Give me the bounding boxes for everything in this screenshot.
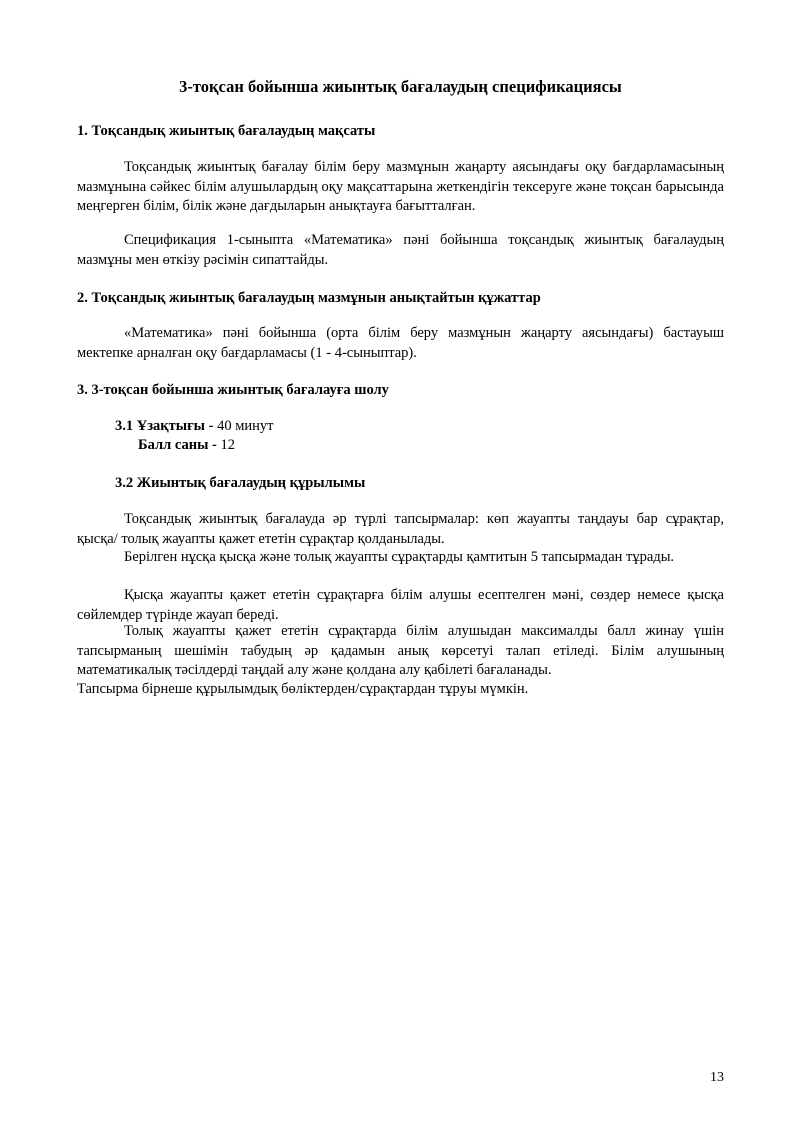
section-1-heading: 1. Тоқсандық жиынтық бағалаудың мақсаты (77, 123, 376, 139)
duration-line (115, 417, 274, 435)
document-page (77, 0, 724, 1131)
duration-value: 40 минут (217, 418, 274, 434)
score-value: 12 (220, 437, 235, 453)
section-3-paragraph-4: Толық жауапты қажет ететін сұрақтарда білім алушыдан максималды балл жинау үшін тапсырманың шешімін табудың әр қадамын анық көрсетуі талап етіледі. Білім алушының математикалық тәсілдерді таңдай алу және қолдана алу қабілеті бағаланады. (77, 623, 724, 678)
section-2-paragraph-1: «Математика» пәні бойынша (орта білім беру мазмұнын жаңарту аясындағы) бастауыш мектепке арналған оқу бағдарламасы (1 - 4-сыныптар). (77, 325, 724, 361)
section-3-paragraph-5: Тапсырма бірнеше құрылымдық бөліктерден/сұрақтардан тұруы мүмкін. (77, 681, 529, 697)
score-label: Балл саны - (138, 437, 217, 453)
section-3-paragraph-1: Тоқсандық жиынтық бағалауда әр түрлі тапсырмалар: көп жауапты таңдауы бар сұрақтар, қысқа/ толық жауапты қажет ететін сұрақтар қолданылады. (77, 511, 724, 547)
document-title: 3-тоқсан бойынша жиынтық бағалаудың спецификациясы (179, 77, 622, 96)
score-line (138, 436, 235, 454)
duration-label: 3.1 Ұзақтығы - (115, 418, 214, 434)
section-3-paragraph-3: Қысқа жауапты қажет ететін сұрақтарға білім алушы есептелген мәні, сөздер немесе қысқа сөйлемдер түрінде жауап береді. (77, 587, 724, 623)
page-number: 13 (710, 1070, 724, 1085)
structure-subheading: 3.2 Жиынтық бағалаудың құрылымы (115, 475, 366, 491)
section-3-paragraph-2: Берілген нұсқа қысқа және толық жауапты сұрақтарды қамтитын 5 тапсырмадан тұрады. (124, 549, 675, 565)
section-2-heading: 2. Тоқсандық жиынтық бағалаудың мазмұнын анықтайтын құжаттар (77, 290, 541, 306)
section-1-paragraph-2: Спецификация 1-сыныпта «Математика» пәні бойынша тоқсандық жиынтық бағалаудың мазмұны мен өткізу рәсімін сипаттайды. (77, 232, 724, 268)
section-1-paragraph-1: Тоқсандық жиынтық бағалау білім беру мазмұнын жаңарту аясындағы оқу бағдарламасының мазмұнына сәйкес білім алушылардың оқу мақсаттарына жеткендігін тексеруге және тоқсан барысында меңгерген білім, білік және дағдыларын анықтауға бағытталған. (77, 159, 724, 214)
section-3-heading: 3. 3-тоқсан бойынша жиынтық бағалауға шолу (77, 382, 389, 398)
